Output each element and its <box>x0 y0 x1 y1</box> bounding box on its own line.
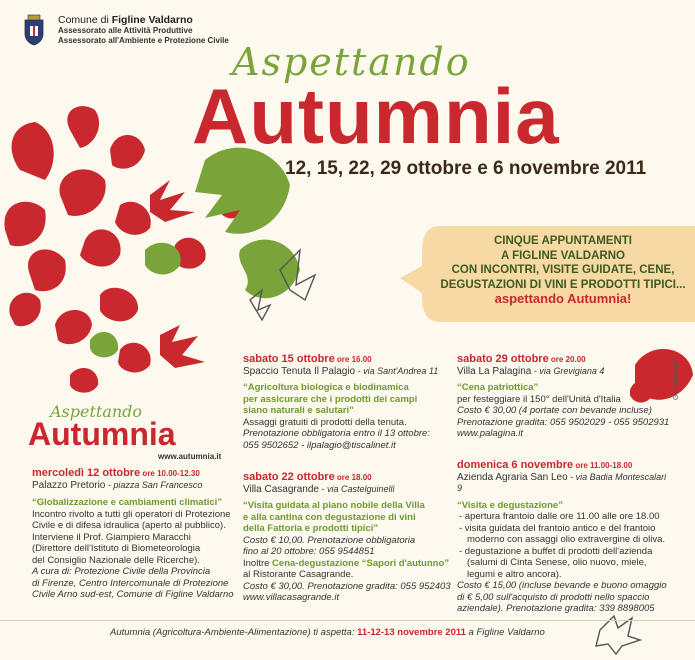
municipality-name: Comune di Figline Valdarno <box>58 14 193 26</box>
event-note-1: Costo € 10,00. Prenotazione obbligatoria <box>243 534 416 546</box>
event-note-4: www.villacasagrande.it <box>243 592 340 603</box>
bubble-text <box>438 234 688 307</box>
event-oct-12 <box>32 468 242 601</box>
event-nov-6 <box>457 460 672 615</box>
event-theme: “Globalizzazione e cambiamenti climatici” <box>32 497 223 508</box>
event-desc-4: (Direttore dell'Istituto di Biometeorologia <box>32 543 201 554</box>
bubble-line-3: CON INCONTRI, VISITE GUIDATE, CENE, <box>451 264 675 276</box>
event-theme-1: “Agricoltura biologica e biodinamica <box>243 382 409 393</box>
event-note-1: Prenotazione obbligatoria entro il 13 ottobre: <box>243 428 430 439</box>
main-title: Autumnia <box>192 72 560 160</box>
event-note-2: 055 9502652 - ilpalagio@tiscalinet.it <box>243 439 396 451</box>
event-place: Villa Casagrande - via Castelguinelli <box>243 483 395 495</box>
event-note-1: Costo € 15,00 (incluse bevande e buono omaggio <box>457 580 667 591</box>
event-theme: “Cena patriottica” <box>457 382 539 393</box>
bubble-line-1: CINQUE APPUNTAMENTI <box>494 235 632 247</box>
event-desc-2: Civile e di difesa idraulica (aperto al pubblico). <box>32 520 226 531</box>
office-environment: Assessorato all'Ambiente e Protezione Civile <box>58 36 229 45</box>
small-logo-script: Aspettando <box>50 402 143 421</box>
event-theme-1: “Visita guidata al piano nobile della Villa <box>243 500 425 511</box>
event-theme-2: e alla cantina con degustazione di vini <box>243 511 416 523</box>
event-credit-3: Civile Arno sud-est, Comune di Figline Valdarno <box>32 589 234 600</box>
event-oct-15 <box>243 354 453 451</box>
leaf-bottom-right <box>592 610 642 656</box>
event-note-1: Costo € 30,00 (4 portate con bevande incluse) <box>457 405 652 416</box>
bubble-line-4: DEGUSTAZIONI DI VINI E PRODOTTI TIPICI... <box>440 278 686 291</box>
footer-text: Autumnia (Agricoltura-Ambiente-Alimentazione) ti aspetta: 11-12-13 novembre 2011 a Figline Valdarno <box>110 627 545 638</box>
event-theme-3: della Fattoria e prodotti tipici” <box>243 523 379 534</box>
event-note-3: Costo € 30,00. Prenotazione gradita: 055 952403 <box>243 580 451 592</box>
event-date: domenica 6 novembre ore 11.00-18.00 <box>457 459 633 471</box>
event-place: Azienda Agraria San Leo - via Badia Montescalari 9 <box>457 471 667 493</box>
event-dates: 12, 15, 22, 29 ottobre e 6 novembre 2011 <box>285 158 647 179</box>
footer-divider <box>0 620 695 621</box>
event-credit-2: di Firenze, Centro Intercomunale di Protezione <box>32 577 229 589</box>
event-desc: Assaggi gratuiti di prodotti della tenuta. <box>243 416 407 428</box>
script-title: Aspettando <box>232 40 471 84</box>
event-place: Villa La Palagina - via Grevigiana 4 <box>457 365 605 377</box>
municipality-header <box>58 14 229 46</box>
event-credit-1: A cura di: Protezione Civile della Provincia <box>32 566 211 577</box>
small-logo-title: Autumnia <box>28 416 176 452</box>
coat-of-arms-icon <box>22 14 46 46</box>
event-place: Palazzo Pretorio - piazza San Francesco <box>32 479 203 491</box>
event-extra: Inoltre Cena-degustazione “Sapori d'autunno” <box>243 557 450 569</box>
bubble-line-5: aspettando Autumnia! <box>494 291 632 306</box>
event-bullet-3: - degustazione a buffet di prodotti dell'azienda (salumi di Cinta Senese, olio nuovo, miele, legumi e altro ancora). <box>459 545 653 580</box>
event-note-3: aziendale). Prenotazione gradita: 339 8898005 <box>457 603 655 614</box>
office-activities: Assessorato alle Attività Produttive <box>58 26 193 35</box>
bubble-line-2: A FIGLINE VALDARNO <box>501 249 625 262</box>
side-credit: Gonsamo.net <box>673 357 680 400</box>
event-bullet-2: - visita guidata del frantoio antico e del frantoio moderno con assaggi olio extravergine di oliva. <box>459 522 666 545</box>
event-note-3: www.palagina.it <box>457 428 524 439</box>
website-link[interactable]: www.autumnia.it <box>158 452 222 461</box>
event-date: sabato 29 ottobre ore 20.00 <box>457 353 586 365</box>
event-theme-3: siano naturali e salutari” <box>243 405 354 416</box>
event-note-2: di € 5,00 sull'acquisto di prodotti nello spaccio <box>457 591 650 603</box>
event-desc-1: Incontro rivolto a tutti gli operatori di Protezione <box>32 508 231 520</box>
event-oct-29 <box>457 354 672 440</box>
event-date: mercoledì 12 ottobre ore 10.00-12.30 <box>32 467 200 479</box>
event-bullet-1: - apertura frantoio dalle ore 11.00 alle ore 18.00 <box>459 511 660 522</box>
event-extra-place: al Ristorante Casagrande. <box>243 569 354 580</box>
event-place: Spaccio Tenuta Il Palagio - via Sant'Andrea 11 <box>243 365 439 377</box>
event-desc-3: Interviene il Prof. Giampiero Maracchi <box>32 531 191 543</box>
event-date: sabato 15 ottobre ore 16.00 <box>243 353 372 365</box>
event-oct-22 <box>243 472 453 604</box>
event-theme: “Visita e degustazione” <box>457 499 563 511</box>
event-date: sabato 22 ottobre ore 18.00 <box>243 471 372 483</box>
event-desc-5: del Consiglio Nazionale delle Ricerche). <box>32 554 200 566</box>
event-note-2: Prenotazione gradita: 055 9502029 - 055 9502931 <box>457 416 670 428</box>
event-desc: per festeggiare il 150° dell'Unità d'Italia <box>457 393 621 405</box>
event-theme-2: per assicurare che i prodotti dei campi <box>243 393 418 405</box>
event-note-2: fino al 20 ottobre: 055 9544851 <box>243 546 375 557</box>
